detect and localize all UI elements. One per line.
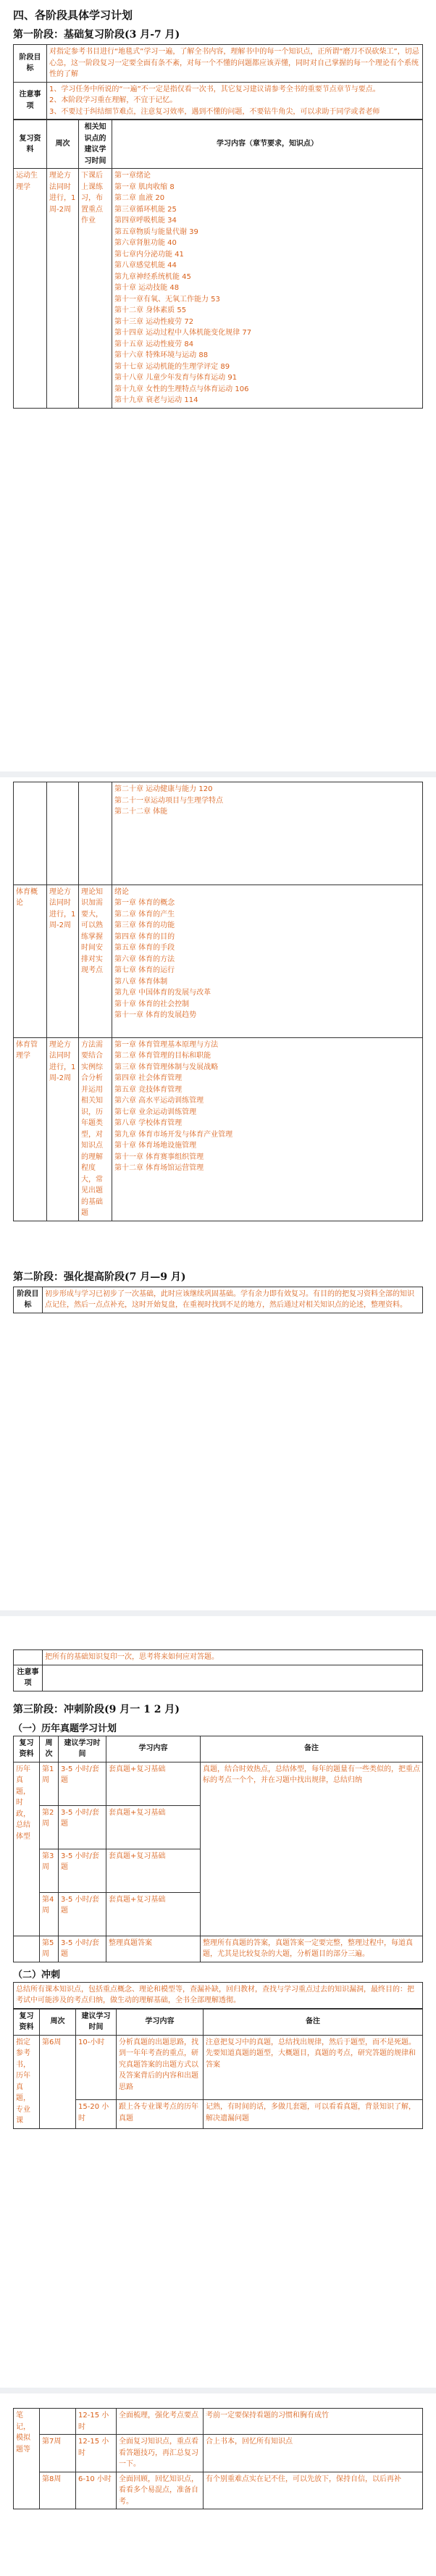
stage1-title: 第一阶段：基础复习阶段(3 月-7 月) [13,29,180,41]
chapter-item: 第十一章 体育的发展趋势 [114,1011,197,1019]
remarks-cell: 合上书本，回忆所有知识点 [204,2435,423,2472]
page-2 [0,777,436,1610]
time-cell: 6-10 小时 [76,2472,117,2509]
remarks-cell: 有个别重难点实在记不住，可以先放下，保持自信，以后再补 [204,2472,423,2509]
chapter-item: 第三章 体育的功能 [114,921,175,929]
stage2-notes-table [13,1649,423,1691]
page-1 [0,0,436,771]
time-cell: 3-5 小时/套题 [59,1805,106,1849]
content-cell: 套真题+复习基础 [106,1805,201,1849]
chapter-item: 第八章 体育体制 [114,977,168,986]
chapter-item: 第十四章 运动过程中人体机能变化规律 77 [114,329,252,337]
chapter-item: 第二章 体育管理的目标和职能 [114,1052,211,1060]
chapter-item: 第五章物质与能量代谢 39 [114,227,198,236]
part2-title: （二）冲刺 [13,1969,61,1981]
week-cell: 第4周 [40,1892,59,1936]
subject-name: 体育管理学 [14,1037,47,1221]
section-title: 四、各阶段具体学习计划 [13,9,133,22]
chapter-item: 第六章 体育的方法 [114,955,175,963]
part2-goal-text: 总结所有课本知识点，包括重点概念、理论和模型等，查漏补缺，回归教材，查找与学习重点过去的知识漏洞，最终目的：把考试中可能涉及的考点归纳，做生动的理解基础，全书全部理解透彻。 [14,1982,423,2008]
material-cell: 笔记，模拟题等 [14,2409,40,2509]
chapter-item: 第八章感觉机能 44 [114,262,177,269]
chapter-item: 第八章 学校体育管理 [114,1119,183,1127]
material-cell: 历年真题，时政，总结体型 [14,1762,40,1936]
stage3-part1-table [13,1736,423,1962]
header-material: 复习资料 [14,1736,40,1762]
week-cell: 第1周 [40,1762,59,1805]
chapter-item: 第一章 体育管理基本原理与方法 [114,1040,219,1049]
header-content: 学习内容 [117,2009,204,2035]
chapter-item: 第四章呼吸机能 34 [114,217,177,225]
chapter-item: 第十八章 儿童少年发育与体育运动 91 [114,374,238,382]
header-time: 相关知识点的建议学习时间 [79,120,112,169]
chapter-item: 第四章 体育的目的 [114,932,175,941]
content-cell: 套真题+复习基础 [106,1892,201,1936]
chapter-item: 第十九章 衰老与运动 114 [114,396,198,404]
chapter-item: 第九章 中国体育的发展与改革 [114,989,211,997]
header-week: 周次 [47,120,79,169]
content-cell: 整理真题答案 [106,1936,201,1962]
stage1-plan-table [13,120,423,409]
chapter-item: 第十七章 运动机能的生理学评定 89 [114,362,230,371]
goal-text: 对指定参考书目进行“地毯式”学习一遍，了解全书内容，理解书中的每一个知识点，正所谓“磨刀不误砍柴工”，切忌心急，这一阶段复习一定要全面有条不紊，对每一个不懂的问题都应该弄懂，同时对自己掌握的每一个理论有个系统性的了解 [47,45,423,83]
chapter-item: 第九章神经系统机能 45 [114,272,191,281]
part1-title: （一）历年真题学习计划 [13,1723,117,1734]
week-cell: 第7周 [40,2435,76,2472]
chapter-item: 第二十一章运动项目与生理学特点 [114,796,223,805]
week-cell: 第3周 [40,1849,59,1892]
subject-time: 理论知识加需要大，可以熟练掌握时间安排对实现考点 [79,885,112,1037]
chapter-item: 第十章 运动技能 48 [114,284,180,292]
week-cell: 第2周 [40,1805,59,1849]
stage1-goal-table [13,44,423,120]
subject-time: 下课后上课练习，布置重点作业 [79,169,112,409]
chapter-item: 第十六章 特殊环境与运动 88 [114,351,209,359]
chapter-item: 第十二章 身体素质 55 [114,306,187,314]
subject-week: 理论方法同时进行，1周-2周 [47,1037,79,1221]
chapter-list [112,885,423,1037]
content-cell: 全面梳理，强化考点要点 [117,2409,204,2435]
stage3-part2-table-cont [13,2408,423,2509]
header-time: 建议学习时间 [76,2009,117,2035]
time-cell: 10-小时 [76,2035,117,2100]
chapter-item: 第七章 业余运动训练管理 [114,1108,197,1116]
chapter-item: 第三章 体育管理体制与发展战略 [114,1063,219,1071]
chapter-item: 第十章 体育场地设施管理 [114,1142,197,1150]
chapter-list-cont [112,782,423,885]
chapter-item: 第一章 体育的概念 [114,899,175,907]
week-cell: 第8周 [40,2472,76,2509]
week-cell: 第5周 [40,1936,59,1962]
material-cell: 指定参考书，历年真题，专业课 [14,2035,40,2128]
content-cell: 全面回顾，回忆知识点，看看多个易混点，准备自考。 [117,2472,204,2509]
subject-name: 运动生理学 [14,169,47,409]
stage2-goal-table [13,1287,423,1313]
stage2-goal-text: 初步形成与学习已初步了一次基础，此时应该继续巩固基础。学有余力即有效复习。有目的的把复习资料全部的知识点记住，然后一点点补充，这时开始复盘，在重视时找到不足的地方，然后通过对相关知识点的论述，整理资料。 [43,1287,423,1313]
chapter-item: 第二十二章 体能 [114,808,168,816]
header-content: 学习内容 [106,1736,201,1762]
notes-cell [47,82,423,120]
chapter-list [112,1037,423,1221]
subject-week: 理论方法同时进行，1周-2周 [47,885,79,1037]
note-item: 1、学习任务中所说的“一遍”不一定是指仅看一次书，其它复习建议请参考全书的重要节点章节与要点。 [49,85,380,93]
chapter-item: 第六章 高水平运动训练管理 [114,1097,204,1105]
remarks-cell: 记熟，有时间的话，多做几套题，可以看看真题，背景知识了解，解决遗漏问题 [204,2100,423,2128]
stage2-goal-label: 阶段目标 [14,1287,43,1313]
chapter-item: 第十五章 运动性疲劳 84 [114,340,194,348]
header-week: 周次 [40,2009,76,2035]
chapter-item: 第七章内分泌功能 41 [114,250,184,259]
chapter-item: 第二章 血液 20 [114,194,165,202]
subject-time: 方法需要结合实例综合分析并运用相关知识，历年题类型，对知识点的理解程度大，常见出题的基础题 [79,1037,112,1221]
content-cell: 全面复习知识点，重点看看答题技巧，再汇总复习一下。 [117,2435,204,2472]
note-item: 2、本阶段学习重在理解，不宜于记忆。 [49,96,177,104]
chapter-item: 第七章 体育的运行 [114,966,175,974]
stage3-part2-goal [13,1982,423,2009]
chapter-list [112,169,423,409]
time-cell: 12-15 小时 [76,2435,117,2472]
header-material: 复习资料 [14,2009,40,2035]
remarks-cell: 真题，结合时效热点，总结体型，每年的题量有一些类似的，把重点标的考点一个个，并在习题中找出规律，总结归纳 [201,1762,423,1936]
goal-label: 阶段目标 [14,45,47,83]
remarks-cell: 考前一定要保持看题的习惯和胸有成竹 [204,2409,423,2435]
content-cell: 跟上各专业课考点的历年真题 [117,2100,204,2128]
content-cell: 套真题+复习基础 [106,1762,201,1805]
chapter-item: 第九章 体育市场开发与体育产业管理 [114,1130,233,1139]
chapter-item: 第五章 体育的手段 [114,944,175,952]
chapter-item: 第十三章 运动性疲劳 72 [114,317,194,326]
subject-name: 体育概论 [14,885,47,1037]
chapter-item: 第十一章 体育赛事组织管理 [114,1153,204,1161]
content-cell: 套真题+复习基础 [106,1849,201,1892]
week-cell [40,2409,76,2435]
page-4 [0,2393,436,2576]
chapter-item: 第十一章有氧、无氧工作能力 53 [114,295,220,304]
chapter-item: 第十章 体育的社会控制 [114,1000,190,1008]
time-cell: 15-20 小时 [76,2100,117,2128]
chapter-item: 第十二章 体育场馆运营管理 [114,1164,204,1172]
chapter-item: 绪论 [114,887,129,896]
content-cell: 分析真题的出题思路，找到一年年考查的重点，研究真题答案的出题方式以及答案背后的内容和出题思路 [117,2035,204,2100]
chapter-item: 第六章肾脏功能 40 [114,239,177,247]
stage2-notes-label: 注意事项 [14,1665,43,1691]
header-time: 建议学习时间 [59,1736,106,1762]
stage3-part2-table [13,2009,423,2129]
remarks-cell: 注意把复习中的真题，总结找出规律，然后于题型，而不是死题。先要知道真题的题型，大概题目，真题的考点，研究答题的规律和答案 [204,2035,423,2100]
time-cell: 3-5 小时/套题 [59,1892,106,1936]
subject-week: 理论方法同时进行，1周-2周 [47,169,79,409]
notes-label: 注意事项 [14,82,47,120]
header-remarks: 备注 [201,1736,423,1762]
stage2-title: 第二阶段：强化提高阶段(7 月—9 月) [13,1271,186,1283]
header-remarks: 备注 [204,2009,423,2035]
chapter-item: 第一章 肌肉收缩 8 [114,183,175,191]
stage2-notes-text: 把所有的基础知识复印一次，思考将来如何应对答题。 [43,1650,423,1665]
week-cell: 第6周 [40,2035,76,2128]
remarks-cell: 整理所有真题的答案，真题答案一定要完整，整理过程中，每道真题，尤其是比较复杂的大题，分析题目的部分三遍。 [201,1936,423,1962]
chapter-item: 第三章循环机能 25 [114,205,177,214]
chapter-item: 第十九章 女性的生理特点与体育运动 106 [114,385,249,393]
time-cell: 3-5 小时/套题 [59,1849,106,1892]
header-material: 复习资料 [14,120,47,169]
chapter-item: 第二十章 运动健康与能力 120 [114,785,213,793]
chapter-item: 第四章 社会体育管理 [114,1074,183,1082]
stage1-plan-table-cont [13,782,423,1221]
time-cell: 12-15 小时 [76,2409,117,2435]
stage3-title: 第三阶段：冲刺阶段(9 月一 1 2 月) [13,1703,180,1715]
note-item: 3、不要过于纠结细节难点，注意复习效率，遇到不懂的问题，不要钻牛角尖，可以求助于同学或者老师 [49,107,380,116]
chapter-item: 第五章 竞技体育管理 [114,1085,183,1094]
chapter-item: 第一章绪论 [114,172,151,180]
header-content: 学习内容（章节要求，知识点） [112,120,423,169]
time-cell: 3-5 小时/套题 [59,1936,106,1962]
page-3 [0,1616,436,2388]
time-cell: 3-5 小时/套题 [59,1762,106,1805]
header-week: 周次 [40,1736,59,1762]
chapter-item: 第二章 体育的产生 [114,910,175,919]
